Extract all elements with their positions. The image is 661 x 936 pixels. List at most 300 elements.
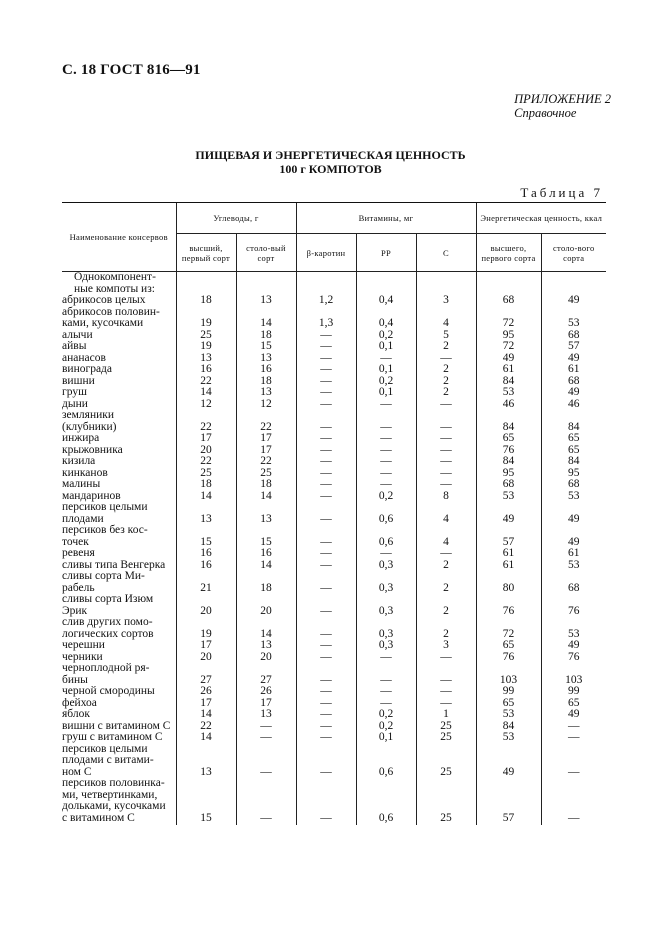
vitamin-c-cell: 3 [416, 295, 476, 307]
header-energy: Энергетическая ценность, ккал [476, 203, 606, 234]
beta-carotene-cell: — [296, 491, 356, 503]
table-row [62, 353, 606, 365]
beta-carotene-cell: — [296, 594, 356, 617]
beta-carotene-cell: — [296, 364, 356, 376]
carbs-table-cell: 20 [236, 594, 296, 617]
beta-carotene-cell: — [296, 778, 356, 825]
beta-carotene-cell: — [296, 652, 356, 664]
beta-carotene-cell: — [296, 548, 356, 560]
vitamin-pp-cell: 0,2 [356, 491, 416, 503]
vitamin-pp-cell: 0,4 [356, 307, 416, 330]
carbs-table-cell: 22 [236, 410, 296, 433]
vitamin-c-cell [416, 272, 476, 296]
carbs-premium-cell: 21 [176, 571, 236, 594]
product-name [62, 502, 176, 525]
vitamin-pp-cell: 0,6 [356, 744, 416, 779]
energy-premium-cell: 80 [476, 571, 541, 594]
energy-premium-cell: 53 [476, 491, 541, 503]
table-row [62, 295, 606, 307]
vitamin-pp-cell: — [356, 468, 416, 480]
energy-premium-cell: 61 [476, 548, 541, 560]
table-row [62, 502, 606, 525]
vitamin-pp-cell: 0,2 [356, 709, 416, 721]
energy-table-cell: 49 [541, 709, 606, 721]
product-name [62, 778, 176, 825]
energy-premium-cell: 84 [476, 410, 541, 433]
beta-carotene-cell: — [296, 445, 356, 457]
table-title [0, 148, 661, 176]
product-name-line: дольками, кусочками [62, 800, 166, 812]
energy-premium-cell: 49 [476, 353, 541, 365]
product-name-line: черешни [62, 639, 105, 651]
vitamin-c-cell: 1 [416, 709, 476, 721]
carbs-table-cell: 13 [236, 709, 296, 721]
product-name-line: плодами [62, 512, 104, 525]
product-name-line: черноплодной ря- [62, 662, 150, 674]
product-name [62, 456, 176, 468]
product-name-line: сливы сорта Ми- [62, 570, 145, 582]
energy-table-cell: 61 [541, 548, 606, 560]
vitamin-pp-cell: 0,3 [356, 571, 416, 594]
product-name [62, 387, 176, 399]
table-row [62, 640, 606, 652]
energy-premium-cell: 53 [476, 732, 541, 744]
vitamin-c-cell: — [416, 353, 476, 365]
carbs-premium-cell: 14 [176, 491, 236, 503]
carbs-premium-cell: 16 [176, 364, 236, 376]
table-row [62, 732, 606, 744]
vitamin-pp-cell: 0,3 [356, 594, 416, 617]
header-c: С [416, 234, 476, 272]
product-name-line: бины [62, 673, 88, 686]
energy-table-cell: 95 [541, 468, 606, 480]
vitamin-pp-cell: 0,1 [356, 387, 416, 399]
table-row [62, 686, 606, 698]
carbs-table-cell: 17 [236, 698, 296, 710]
vitamin-c-cell: 2 [416, 387, 476, 399]
carbs-premium-cell: 26 [176, 686, 236, 698]
beta-carotene-cell: — [296, 686, 356, 698]
carbs-table-cell: 14 [236, 491, 296, 503]
header-name: Наименование консервов [62, 203, 176, 272]
product-name-line: Эрик [62, 604, 88, 617]
beta-carotene-cell: — [296, 663, 356, 686]
product-name-line: алычи [62, 328, 93, 341]
vitamin-c-cell: 2 [416, 594, 476, 617]
carbs-table-cell: — [236, 744, 296, 779]
vitamin-pp-cell: 0,1 [356, 341, 416, 353]
table-row [62, 744, 606, 779]
carbs-premium-cell: 19 [176, 341, 236, 353]
carbs-premium-cell: 22 [176, 721, 236, 733]
beta-carotene-cell: — [296, 617, 356, 640]
energy-table-cell: — [541, 744, 606, 779]
carbs-premium-cell: 17 [176, 640, 236, 652]
vitamin-c-cell: — [416, 663, 476, 686]
carbs-table-cell: 13 [236, 502, 296, 525]
appendix-title: ПРИЛОЖЕНИЕ 2 [514, 92, 611, 106]
product-name-line: с витамином С [62, 811, 135, 824]
beta-carotene-cell: 1,2 [296, 295, 356, 307]
vitamin-pp-cell: 0,2 [356, 330, 416, 342]
energy-table-cell: 76 [541, 652, 606, 664]
table-row [62, 330, 606, 342]
vitamin-pp-cell: — [356, 663, 416, 686]
table-row [62, 433, 606, 445]
product-name-line: крыжовника [62, 443, 123, 456]
carbs-table-cell: 27 [236, 663, 296, 686]
energy-table-cell: 49 [541, 295, 606, 307]
vitamin-pp-cell: — [356, 433, 416, 445]
table-number: Таблица 7 [520, 185, 603, 200]
energy-table-cell: 49 [541, 525, 606, 548]
beta-carotene-cell: — [296, 744, 356, 779]
carbs-table-cell: 15 [236, 525, 296, 548]
carbs-table-cell: 20 [236, 652, 296, 664]
energy-table-cell [541, 272, 606, 296]
energy-table-cell: 68 [541, 376, 606, 388]
carbs-table-cell: 25 [236, 468, 296, 480]
vitamin-c-cell: 2 [416, 364, 476, 376]
carbs-premium-cell: 15 [176, 525, 236, 548]
beta-carotene-cell: — [296, 479, 356, 491]
energy-table-cell: 57 [541, 341, 606, 353]
carbs-table-cell: 13 [236, 353, 296, 365]
energy-premium-cell: 65 [476, 433, 541, 445]
beta-carotene-cell: — [296, 456, 356, 468]
product-name-line: абрикосов целых [62, 294, 146, 306]
table-row [62, 778, 606, 825]
product-name-line: персиков без кос- [62, 524, 148, 536]
carbs-table-cell: — [236, 732, 296, 744]
table-row [62, 410, 606, 433]
beta-carotene-cell: — [296, 330, 356, 342]
vitamin-pp-cell: 0,6 [356, 502, 416, 525]
energy-premium-cell: 65 [476, 640, 541, 652]
vitamin-pp-cell: 0,3 [356, 560, 416, 572]
carbs-premium-cell: 20 [176, 652, 236, 664]
product-name-line: плодами с витами- [62, 754, 154, 766]
vitamin-c-cell: 25 [416, 732, 476, 744]
carbs-premium-cell: 25 [176, 468, 236, 480]
product-name-line: сливы сорта Изюм [62, 593, 154, 605]
energy-table-cell: 84 [541, 456, 606, 468]
table-row [62, 445, 606, 457]
vitamin-pp-cell: — [356, 399, 416, 411]
carbs-table-cell: 18 [236, 376, 296, 388]
carbs-table-cell: 22 [236, 456, 296, 468]
energy-premium-cell: 76 [476, 445, 541, 457]
energy-premium-cell: 95 [476, 330, 541, 342]
carbs-premium-cell: 13 [176, 353, 236, 365]
product-name [62, 295, 176, 307]
beta-carotene-cell: — [296, 387, 356, 399]
carbs-table-cell: 15 [236, 341, 296, 353]
vitamin-pp-cell: — [356, 410, 416, 433]
energy-premium-cell: 72 [476, 341, 541, 353]
appendix-label [514, 92, 611, 120]
energy-table-cell: 49 [541, 502, 606, 525]
carbs-table-cell: 16 [236, 364, 296, 376]
table-row [62, 571, 606, 594]
vitamin-pp-cell: 0,3 [356, 640, 416, 652]
vitamin-c-cell: 3 [416, 640, 476, 652]
vitamin-pp-cell: — [356, 686, 416, 698]
beta-carotene-cell: — [296, 560, 356, 572]
vitamin-c-cell: — [416, 479, 476, 491]
product-name-line: фейхоа [62, 696, 97, 709]
table-row [62, 594, 606, 617]
carbs-premium-cell: 17 [176, 433, 236, 445]
energy-premium-cell: 46 [476, 399, 541, 411]
product-name-line: персиков целыми [62, 742, 148, 755]
product-name [62, 663, 176, 686]
energy-premium-cell: 84 [476, 456, 541, 468]
beta-carotene-cell: — [296, 468, 356, 480]
product-name-line: абрикосов половин- [62, 305, 160, 318]
energy-premium-cell: 95 [476, 468, 541, 480]
carbs-premium-cell: 13 [176, 502, 236, 525]
table-row [62, 307, 606, 330]
vitamin-pp-cell [356, 272, 416, 296]
vitamin-pp-cell: 0,3 [356, 617, 416, 640]
beta-carotene-cell [296, 272, 356, 296]
header-pp: PP [356, 234, 416, 272]
vitamin-pp-cell: 0,1 [356, 364, 416, 376]
product-name-line: вишни [62, 374, 95, 387]
carbs-table-cell: 16 [236, 548, 296, 560]
product-name-line: сливы типа Венгерка [62, 558, 166, 571]
product-name-line: вишни с витамином С [62, 719, 171, 732]
carbs-premium-cell: 25 [176, 330, 236, 342]
product-name [62, 744, 176, 779]
energy-table-cell: 46 [541, 399, 606, 411]
product-name [62, 617, 176, 640]
product-name-line: Однокомпонент- [74, 271, 156, 283]
energy-table-cell: 68 [541, 330, 606, 342]
carbs-premium-cell: 14 [176, 709, 236, 721]
product-name [62, 525, 176, 548]
vitamin-c-cell: 25 [416, 721, 476, 733]
carbs-table-cell: 13 [236, 387, 296, 399]
product-name [62, 686, 176, 698]
energy-table-cell: — [541, 721, 606, 733]
vitamin-c-cell: — [416, 548, 476, 560]
energy-premium-cell: 68 [476, 295, 541, 307]
energy-premium-cell: 61 [476, 560, 541, 572]
table-row [62, 364, 606, 376]
product-name-line: дыни [62, 397, 88, 410]
table-row [62, 468, 606, 480]
carbs-premium-cell: 16 [176, 560, 236, 572]
carbs-premium-cell: 20 [176, 594, 236, 617]
beta-carotene-cell: — [296, 640, 356, 652]
product-name-line: ми, четвертинками, [62, 788, 158, 801]
vitamin-c-cell: — [416, 433, 476, 445]
vitamin-c-cell: — [416, 410, 476, 433]
energy-table-cell: 61 [541, 364, 606, 376]
header-energy-table: столо-вого сорта [541, 234, 606, 272]
energy-table-cell: 65 [541, 698, 606, 710]
vitamin-c-cell: 4 [416, 502, 476, 525]
product-name-line: (клубники) [62, 420, 117, 433]
product-name-line: инжира [62, 432, 100, 444]
product-name-line: малины [62, 478, 101, 490]
beta-carotene-cell: — [296, 732, 356, 744]
product-name [62, 571, 176, 594]
vitamin-pp-cell: 0,2 [356, 376, 416, 388]
product-name-line: точек [62, 535, 89, 548]
vitamin-pp-cell: — [356, 698, 416, 710]
vitamin-c-cell: 25 [416, 778, 476, 825]
header-carbs-premium: высший, первый сорт [176, 234, 236, 272]
table-row [62, 525, 606, 548]
carbs-table-cell: 12 [236, 399, 296, 411]
product-name-line: земляники [62, 409, 115, 421]
product-name-line: черники [62, 650, 103, 663]
energy-premium-cell: 53 [476, 387, 541, 399]
energy-premium-cell: 57 [476, 778, 541, 825]
table-row [62, 341, 606, 353]
table-row [62, 617, 606, 640]
vitamin-c-cell: 2 [416, 341, 476, 353]
product-name-line: логических сортов [62, 627, 154, 640]
carbs-premium-cell: 22 [176, 410, 236, 433]
energy-table-cell: 65 [541, 433, 606, 445]
carbs-premium-cell: 22 [176, 376, 236, 388]
vitamin-c-cell: — [416, 468, 476, 480]
carbs-premium-cell: 15 [176, 778, 236, 825]
carbs-premium-cell: 20 [176, 445, 236, 457]
product-name-line: кинканов [62, 466, 108, 479]
vitamin-pp-cell: — [356, 445, 416, 457]
beta-carotene-cell: — [296, 341, 356, 353]
carbs-premium-cell: 13 [176, 744, 236, 779]
carbs-table-cell: 17 [236, 433, 296, 445]
vitamin-c-cell: — [416, 445, 476, 457]
product-name [62, 433, 176, 445]
product-name [62, 709, 176, 721]
header-vitamins: Витамины, мг [296, 203, 476, 234]
energy-table-cell: 53 [541, 617, 606, 640]
appendix-subtitle: Справочное [514, 106, 577, 120]
energy-table-cell: 68 [541, 479, 606, 491]
beta-carotene-cell: — [296, 709, 356, 721]
carbs-table-cell: 18 [236, 479, 296, 491]
header-energy-premium: высшего, первого сорта [476, 234, 541, 272]
vitamin-c-cell: 4 [416, 307, 476, 330]
product-name [62, 272, 176, 296]
beta-carotene-cell: — [296, 399, 356, 411]
header-carbs: Углеводы, г [176, 203, 296, 234]
carbs-table-cell: 17 [236, 445, 296, 457]
product-name-line: ном С [62, 765, 92, 778]
product-name-line: персиков целыми [62, 501, 148, 513]
vitamin-c-cell: — [416, 698, 476, 710]
header-carbs-table: столо-вый сорт [236, 234, 296, 272]
product-name [62, 594, 176, 617]
beta-carotene-cell: — [296, 571, 356, 594]
product-name [62, 364, 176, 376]
beta-carotene-cell: — [296, 698, 356, 710]
carbs-premium-cell: 17 [176, 698, 236, 710]
table-row [62, 479, 606, 491]
vitamin-c-cell: 25 [416, 744, 476, 779]
product-name-line: мандаринов [62, 489, 121, 502]
energy-premium-cell: 72 [476, 307, 541, 330]
product-name [62, 307, 176, 330]
beta-carotene-cell: — [296, 376, 356, 388]
product-name [62, 410, 176, 433]
carbs-table-cell: 14 [236, 560, 296, 572]
vitamin-c-cell: 8 [416, 491, 476, 503]
beta-carotene-cell: — [296, 721, 356, 733]
vitamin-c-cell: 2 [416, 560, 476, 572]
vitamin-c-cell: — [416, 686, 476, 698]
vitamin-pp-cell: 0,2 [356, 721, 416, 733]
product-name-line: яблок [62, 708, 90, 720]
carbs-table-cell: 18 [236, 571, 296, 594]
carbs-table-cell: 14 [236, 307, 296, 330]
vitamin-pp-cell: 0,6 [356, 525, 416, 548]
vitamin-c-cell: — [416, 399, 476, 411]
carbs-premium-cell: 27 [176, 663, 236, 686]
beta-carotene-cell: — [296, 410, 356, 433]
energy-premium-cell: 61 [476, 364, 541, 376]
energy-premium-cell: 49 [476, 502, 541, 525]
carbs-premium-cell: 14 [176, 387, 236, 399]
vitamin-pp-cell: — [356, 456, 416, 468]
carbs-table-cell [236, 272, 296, 296]
product-name-line: винограда [62, 363, 113, 375]
beta-carotene-cell: — [296, 502, 356, 525]
energy-premium-cell: 49 [476, 744, 541, 779]
energy-table-cell: 49 [541, 640, 606, 652]
table-title-line1: ПИЩЕВАЯ И ЭНЕРГЕТИЧЕСКАЯ ЦЕННОСТЬ [195, 148, 466, 162]
energy-table-cell: 103 [541, 663, 606, 686]
product-name-line: ные компоты из: [74, 282, 155, 295]
product-name-line: айвы [62, 340, 87, 352]
energy-table-cell: 53 [541, 560, 606, 572]
vitamin-pp-cell: 0,6 [356, 778, 416, 825]
energy-table-cell: — [541, 778, 606, 825]
product-name-line: груш [62, 386, 87, 398]
energy-table-cell: 68 [541, 571, 606, 594]
product-name-line: кизила [62, 455, 96, 467]
nutrition-table [62, 202, 606, 825]
carbs-premium-cell: 14 [176, 732, 236, 744]
energy-table-cell: 53 [541, 307, 606, 330]
vitamin-c-cell: 4 [416, 525, 476, 548]
table-title-line2: 100 г КОМПОТОВ [279, 162, 382, 176]
carbs-table-cell: 13 [236, 640, 296, 652]
energy-table-cell: 49 [541, 387, 606, 399]
table-row [62, 456, 606, 468]
product-name-line: рабель [62, 581, 95, 594]
energy-premium-cell: 76 [476, 652, 541, 664]
energy-table-cell: 65 [541, 445, 606, 457]
carbs-table-cell: — [236, 721, 296, 733]
energy-premium-cell [476, 272, 541, 296]
product-name [62, 732, 176, 744]
vitamin-c-cell: 5 [416, 330, 476, 342]
beta-carotene-cell: — [296, 525, 356, 548]
energy-table-cell: 99 [541, 686, 606, 698]
page-header: С. 18 ГОСТ 816—91 [62, 62, 201, 78]
energy-premium-cell: 103 [476, 663, 541, 686]
energy-premium-cell: 72 [476, 617, 541, 640]
vitamin-pp-cell: — [356, 479, 416, 491]
